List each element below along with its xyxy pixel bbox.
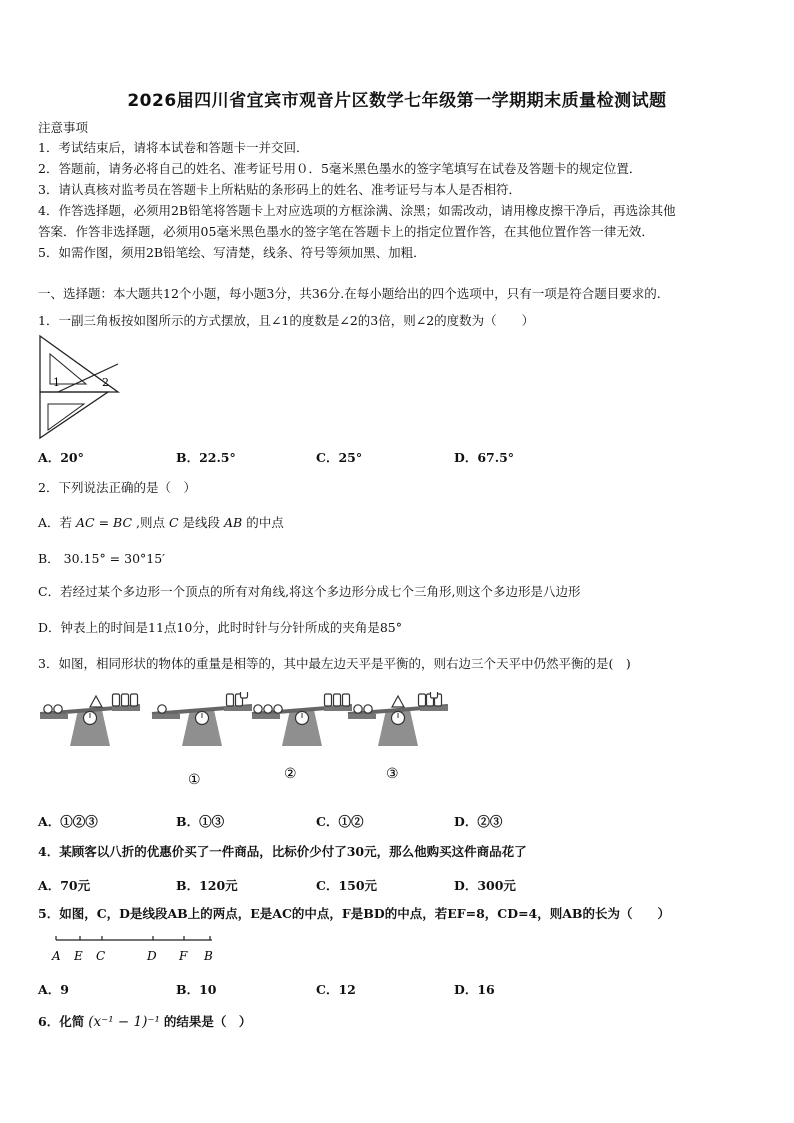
option-d[interactable]: D．②③ xyxy=(454,814,503,829)
option-a[interactable] xyxy=(38,515,284,531)
triangle-rulers-figure xyxy=(36,334,126,440)
option-text: 是线段 xyxy=(182,515,221,530)
option-a[interactable]: A．20° xyxy=(38,450,84,465)
notice-heading: 注意事项 xyxy=(38,120,89,135)
option-c[interactable]: C．①② xyxy=(316,814,364,829)
option-a[interactable]: A．①②③ xyxy=(38,814,98,829)
option-d[interactable]: D．钟表上的时间是11点10分，此时时针与分针所成的夹角是85° xyxy=(38,620,402,635)
notice-item: 1．考试结束后，请将本试卷和答题卡一并交回． xyxy=(38,140,309,155)
option-c[interactable]: C．25° xyxy=(316,450,363,465)
option-d[interactable]: D．67.5° xyxy=(454,450,515,465)
option-d[interactable]: D．16 xyxy=(454,982,495,997)
angle-2-label: 2 xyxy=(102,376,109,389)
option-b[interactable]: B．22.5° xyxy=(176,450,236,465)
math-expression: C xyxy=(168,515,179,530)
option-b[interactable]: B．120元 xyxy=(176,878,238,893)
scale-2-label: ② xyxy=(284,766,297,782)
option-c[interactable]: C．12 xyxy=(316,982,356,997)
option-a[interactable]: A．9 xyxy=(38,982,69,997)
point-b-label: B xyxy=(204,949,213,963)
point-c-label: C xyxy=(96,949,106,963)
option-b[interactable]: B．①③ xyxy=(176,814,225,829)
angle-1-label: 1 xyxy=(53,376,60,389)
math-expression: (x⁻¹ − 1)⁻¹ xyxy=(88,1014,160,1030)
option-c[interactable]: C．若经过某个多边形一个顶点的所有对角线,将这个多边形分成七个三角形,则这个多边形是八边形 xyxy=(38,584,581,599)
question-5-stem: 5．如图，C，D是线段AB上的两点，E是AC的中点，F是BD的中点，若EF=8，CD=4，则AB的长为（ ） xyxy=(38,906,671,921)
point-d-label: D xyxy=(147,949,157,963)
option-b[interactable]: B． 30.15° = 30°15′ xyxy=(38,551,166,566)
notice-item: 4．作答选择题，必须用2B铅笔将答题卡上对应选项的方框涂满、涂黑；如需改动，请用橡皮擦干净后，再选涂其他 xyxy=(38,203,676,218)
line-segment-figure xyxy=(44,932,224,966)
scale-3-label: ③ xyxy=(386,766,399,782)
option-a[interactable]: A．70元 xyxy=(38,878,91,893)
section-heading: 一、选择题：本大题共12个小题，每小题3分，共36分.在每小题给出的四个选项中，只有一项是符合题目要求的. xyxy=(38,286,661,301)
option-text: 的中点 xyxy=(246,515,284,530)
question-2-stem: 2．下列说法正确的是（ ） xyxy=(38,480,196,495)
notice-item: 5．如需作图，须用2B铅笔绘、写清楚，线条、符号等须加黑、加粗． xyxy=(38,245,426,260)
option-text: ,则点 xyxy=(136,515,165,530)
math-expression: AB xyxy=(224,515,243,530)
point-a-label: A xyxy=(52,949,61,963)
option-d[interactable]: D．300元 xyxy=(454,878,516,893)
question-text: 6．化简 xyxy=(38,1014,85,1029)
point-f-label: F xyxy=(179,949,188,963)
exam-title: 2026届四川省宜宾市观音片区数学七年级第一学期期末质量检测试题 xyxy=(127,91,667,111)
option-text: A．若 xyxy=(38,515,73,530)
option-b[interactable]: B．10 xyxy=(176,982,217,997)
notice-item: 答案．作答非选择题，必须用05毫米黑色墨水的签字笔在答题卡上的指定位置作答，在其他位置作答一律无效． xyxy=(38,224,654,239)
point-e-label: E xyxy=(74,949,83,963)
notice-item: 2．答题前，请务必将自己的姓名、准考证号用０．5毫米黑色墨水的签字笔填写在试卷及答题卡的规定位置． xyxy=(38,161,642,176)
option-c[interactable]: C．150元 xyxy=(316,878,378,893)
question-1-stem: 1．一副三角板按如图所示的方式摆放，且∠1的度数是∠2的3倍，则∠2的度数为（ ） xyxy=(38,313,535,328)
question-3-stem: 3．如图，相同形状的物体的重量是相等的，其中最左边天平是平衡的，则右边三个天平中仍然平衡的是( ) xyxy=(38,656,631,671)
question-text: 的结果是（ ） xyxy=(163,1014,252,1029)
notice-item: 3．请认真核对监考员在答题卡上所粘贴的条形码上的姓名、准考证号与本人是否相符． xyxy=(38,182,521,197)
scale-1-label: ① xyxy=(188,772,201,788)
balance-scales-figure xyxy=(40,692,450,792)
question-4-stem: 4．某顾客以八折的优惠价买了一件商品，比标价少付了30元，那么他购买这件商品花了 xyxy=(38,844,527,859)
question-6-stem xyxy=(38,1014,251,1030)
math-expression: AC = BC xyxy=(76,515,133,530)
